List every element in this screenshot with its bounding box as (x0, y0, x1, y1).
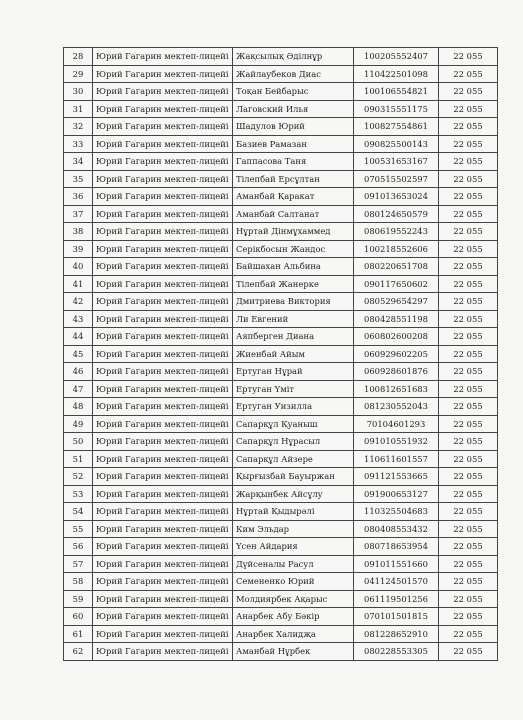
school-code-cell: 22 055 (439, 573, 498, 591)
table-row (64, 48, 498, 66)
school-cell: Юрий Гагарин мектеп-лицейі (93, 468, 233, 486)
id-number-cell: 080428551198 (354, 310, 439, 328)
student-name-cell: Жарқынбек Айсұлу (233, 485, 354, 503)
student-name-cell: Аманбай Нұрбек (233, 643, 354, 661)
id-number-cell: 100827554861 (354, 118, 439, 136)
student-name-cell: Анарбек Халидҗа (233, 625, 354, 643)
student-name-cell: Гаппасова Таня (233, 153, 354, 171)
school-code-cell: 22 055 (439, 398, 498, 416)
student-name-cell: Нұртай Қыдырәлі (233, 503, 354, 521)
school-code-cell: 22 055 (439, 223, 498, 241)
school-code-cell: 22 055 (439, 625, 498, 643)
school-code-cell: 22 055 (439, 363, 498, 381)
table-row (64, 573, 498, 591)
student-name-cell: Ертуган Уизилла (233, 398, 354, 416)
id-number-cell: 070515502597 (354, 170, 439, 188)
table-row (64, 100, 498, 118)
table-row (64, 380, 498, 398)
student-name-cell: Семененко Юрий (233, 573, 354, 591)
student-name-cell: Жақсылық Әділнұр (233, 48, 354, 66)
student-name-cell: Үсен Айдария (233, 538, 354, 556)
roster-body (64, 48, 498, 661)
table-row (64, 223, 498, 241)
school-code-cell: 22 055 (439, 608, 498, 626)
table-row (64, 625, 498, 643)
school-cell: Юрий Гагарин мектеп-лицейі (93, 83, 233, 101)
table-row (64, 415, 498, 433)
table-row (64, 293, 498, 311)
school-code-cell: 22 055 (439, 65, 498, 83)
row-number-cell: 49 (64, 415, 93, 433)
school-cell: Юрий Гагарин мектеп-лицейі (93, 573, 233, 591)
school-cell: Юрий Гагарин мектеп-лицейі (93, 258, 233, 276)
school-code-cell: 22 055 (439, 590, 498, 608)
school-cell: Юрий Гагарин мектеп-лицейі (93, 398, 233, 416)
table-row (64, 398, 498, 416)
row-number-cell: 29 (64, 65, 93, 83)
id-number-cell: 090117650602 (354, 275, 439, 293)
row-number-cell: 53 (64, 485, 93, 503)
table-row (64, 555, 498, 573)
school-cell: Юрий Гагарин мектеп-лицейі (93, 485, 233, 503)
id-number-cell: 091013653024 (354, 188, 439, 206)
school-cell: Юрий Гагарин мектеп-лицейі (93, 223, 233, 241)
table-row (64, 275, 498, 293)
table-row (64, 485, 498, 503)
school-code-cell: 22 055 (439, 380, 498, 398)
id-number-cell: 70104601293 (354, 415, 439, 433)
student-name-cell: Сапарқұл Нұрасыл (233, 433, 354, 451)
table-row (64, 118, 498, 136)
row-number-cell: 32 (64, 118, 93, 136)
id-number-cell: 080718653954 (354, 538, 439, 556)
id-number-cell: 080619552243 (354, 223, 439, 241)
school-cell: Юрий Гагарин мектеп-лицейі (93, 65, 233, 83)
student-name-cell: Жиенбай Айым (233, 345, 354, 363)
school-code-cell: 22 055 (439, 520, 498, 538)
id-number-cell: 080124650579 (354, 205, 439, 223)
school-cell: Юрий Гагарин мектеп-лицейі (93, 380, 233, 398)
row-number-cell: 45 (64, 345, 93, 363)
school-cell: Юрий Гагарин мектеп-лицейі (93, 310, 233, 328)
table-row (64, 643, 498, 661)
table-row (64, 468, 498, 486)
id-number-cell: 070101501815 (354, 608, 439, 626)
school-cell: Юрий Гагарин мектеп-лицейі (93, 450, 233, 468)
row-number-cell: 61 (64, 625, 93, 643)
id-number-cell: 081228652910 (354, 625, 439, 643)
school-code-cell: 22 055 (439, 258, 498, 276)
id-number-cell: 091011551660 (354, 555, 439, 573)
school-cell: Юрий Гагарин мектеп-лицейі (93, 48, 233, 66)
student-name-cell: Дмитриева Виктория (233, 293, 354, 311)
student-name-cell: Жайлаубеков Диас (233, 65, 354, 83)
school-code-cell: 22 055 (439, 503, 498, 521)
table-row (64, 170, 498, 188)
id-number-cell: 100218552606 (354, 240, 439, 258)
row-number-cell: 56 (64, 538, 93, 556)
row-number-cell: 28 (64, 48, 93, 66)
row-number-cell: 35 (64, 170, 93, 188)
row-number-cell: 60 (64, 608, 93, 626)
id-number-cell: 080228553305 (354, 643, 439, 661)
student-name-cell: Дүйсеналы Расул (233, 555, 354, 573)
school-code-cell: 22 055 (439, 205, 498, 223)
row-number-cell: 58 (64, 573, 93, 591)
row-number-cell: 30 (64, 83, 93, 101)
school-cell: Юрий Гагарин мектеп-лицейі (93, 205, 233, 223)
school-code-cell: 22 055 (439, 328, 498, 346)
school-code-cell: 22 055 (439, 240, 498, 258)
row-number-cell: 50 (64, 433, 93, 451)
school-cell: Юрий Гагарин мектеп-лицейі (93, 363, 233, 381)
id-number-cell: 080408553432 (354, 520, 439, 538)
school-cell: Юрий Гагарин мектеп-лицейі (93, 170, 233, 188)
school-cell: Юрий Гагарин мектеп-лицейі (93, 293, 233, 311)
student-name-cell: Тілепбай Ерсұлтан (233, 170, 354, 188)
id-number-cell: 100812651683 (354, 380, 439, 398)
row-number-cell: 33 (64, 135, 93, 153)
student-name-cell: Тоқан Бейбарыс (233, 83, 354, 101)
row-number-cell: 40 (64, 258, 93, 276)
row-number-cell: 44 (64, 328, 93, 346)
table-row (64, 258, 498, 276)
table-row (64, 153, 498, 171)
row-number-cell: 48 (64, 398, 93, 416)
school-cell: Юрий Гагарин мектеп-лицейі (93, 608, 233, 626)
id-number-cell: 110611601557 (354, 450, 439, 468)
table-row (64, 590, 498, 608)
row-number-cell: 31 (64, 100, 93, 118)
table-row (64, 520, 498, 538)
school-code-cell: 22 055 (439, 643, 498, 661)
student-name-cell: Сапарқұл Қуаныш (233, 415, 354, 433)
table-row (64, 240, 498, 258)
school-cell: Юрий Гагарин мектеп-лицейі (93, 100, 233, 118)
student-name-cell: Аяпберген Диана (233, 328, 354, 346)
row-number-cell: 52 (64, 468, 93, 486)
row-number-cell: 59 (64, 590, 93, 608)
row-number-cell: 34 (64, 153, 93, 171)
school-code-cell: 22 055 (439, 153, 498, 171)
row-number-cell: 37 (64, 205, 93, 223)
id-number-cell: 100106554821 (354, 83, 439, 101)
school-cell: Юрий Гагарин мектеп-лицейі (93, 503, 233, 521)
table-row (64, 328, 498, 346)
school-code-cell: 22 055 (439, 415, 498, 433)
table-row (64, 433, 498, 451)
row-number-cell: 54 (64, 503, 93, 521)
id-number-cell: 100531653167 (354, 153, 439, 171)
row-number-cell: 55 (64, 520, 93, 538)
id-number-cell: 060928601876 (354, 363, 439, 381)
table-row (64, 310, 498, 328)
school-cell: Юрий Гагарин мектеп-лицейі (93, 433, 233, 451)
id-number-cell: 041124501570 (354, 573, 439, 591)
table-row (64, 538, 498, 556)
id-number-cell: 091121553665 (354, 468, 439, 486)
school-cell: Юрий Гагарин мектеп-лицейі (93, 188, 233, 206)
student-name-cell: Молдиярбек Ақарыс (233, 590, 354, 608)
row-number-cell: 41 (64, 275, 93, 293)
row-number-cell: 62 (64, 643, 93, 661)
school-cell: Юрий Гагарин мектеп-лицейі (93, 590, 233, 608)
school-code-cell: 22 055 (439, 538, 498, 556)
school-cell: Юрий Гагарин мектеп-лицейі (93, 643, 233, 661)
student-name-cell: Ли Евгений (233, 310, 354, 328)
id-number-cell: 081230552043 (354, 398, 439, 416)
school-cell: Юрий Гагарин мектеп-лицейі (93, 275, 233, 293)
student-name-cell: Ертуган Үміт (233, 380, 354, 398)
id-number-cell: 061119501256 (354, 590, 439, 608)
row-number-cell: 47 (64, 380, 93, 398)
row-number-cell: 36 (64, 188, 93, 206)
row-number-cell: 38 (64, 223, 93, 241)
school-code-cell: 22 055 (439, 293, 498, 311)
table-row (64, 205, 498, 223)
school-code-cell: 22 055 (439, 485, 498, 503)
school-code-cell: 22 055 (439, 170, 498, 188)
table-row (64, 135, 498, 153)
school-cell: Юрий Гагарин мектеп-лицейі (93, 538, 233, 556)
student-name-cell: Аманбай Салтанат (233, 205, 354, 223)
student-name-cell: Қырғызбай Бауыржан (233, 468, 354, 486)
school-code-cell: 22 055 (439, 48, 498, 66)
student-name-cell: Нұртай Дінмұхаммед (233, 223, 354, 241)
student-name-cell: Базиев Рамазан (233, 135, 354, 153)
school-code-cell: 22 055 (439, 118, 498, 136)
table-row (64, 608, 498, 626)
id-number-cell: 091010551932 (354, 433, 439, 451)
id-number-cell: 090315551175 (354, 100, 439, 118)
school-cell: Юрий Гагарин мектеп-лицейі (93, 520, 233, 538)
student-name-cell: Серікбосын Жандос (233, 240, 354, 258)
student-roster-table (63, 47, 498, 661)
student-name-cell: Байшахан Альбина (233, 258, 354, 276)
school-code-cell: 22 055 (439, 468, 498, 486)
school-code-cell: 22 055 (439, 450, 498, 468)
school-cell: Юрий Гагарин мектеп-лицейі (93, 153, 233, 171)
school-code-cell: 22 055 (439, 310, 498, 328)
id-number-cell: 090825500143 (354, 135, 439, 153)
school-code-cell: 22 055 (439, 275, 498, 293)
table-row (64, 363, 498, 381)
table-row (64, 450, 498, 468)
school-cell: Юрий Гагарин мектеп-лицейі (93, 328, 233, 346)
row-number-cell: 39 (64, 240, 93, 258)
school-code-cell: 22 055 (439, 433, 498, 451)
id-number-cell: 091900653127 (354, 485, 439, 503)
id-number-cell: 060802600208 (354, 328, 439, 346)
student-name-cell: Анарбек Абу Бәкір (233, 608, 354, 626)
student-name-cell: Ким Эльдар (233, 520, 354, 538)
table-row (64, 188, 498, 206)
school-cell: Юрий Гагарин мектеп-лицейі (93, 555, 233, 573)
school-code-cell: 22 055 (439, 135, 498, 153)
table-row (64, 83, 498, 101)
id-number-cell: 060929602205 (354, 345, 439, 363)
row-number-cell: 57 (64, 555, 93, 573)
school-code-cell: 22 055 (439, 83, 498, 101)
school-code-cell: 22 055 (439, 555, 498, 573)
table-row (64, 65, 498, 83)
school-cell: Юрий Гагарин мектеп-лицейі (93, 135, 233, 153)
student-name-cell: Тілепбай Жанерке (233, 275, 354, 293)
table-row (64, 503, 498, 521)
id-number-cell: 080529654297 (354, 293, 439, 311)
id-number-cell: 110422501098 (354, 65, 439, 83)
row-number-cell: 42 (64, 293, 93, 311)
id-number-cell: 110325504683 (354, 503, 439, 521)
student-name-cell: Сапарқұл Айзере (233, 450, 354, 468)
school-code-cell: 22 055 (439, 345, 498, 363)
student-name-cell: Лаговский Илья (233, 100, 354, 118)
school-cell: Юрий Гагарин мектеп-лицейі (93, 415, 233, 433)
school-cell: Юрий Гагарин мектеп-лицейі (93, 625, 233, 643)
id-number-cell: 080220651708 (354, 258, 439, 276)
row-number-cell: 43 (64, 310, 93, 328)
school-cell: Юрий Гагарин мектеп-лицейі (93, 240, 233, 258)
table-row (64, 345, 498, 363)
student-name-cell: Шадулов Юрий (233, 118, 354, 136)
school-cell: Юрий Гагарин мектеп-лицейі (93, 118, 233, 136)
school-code-cell: 22 055 (439, 188, 498, 206)
row-number-cell: 51 (64, 450, 93, 468)
student-name-cell: Аманбай Қаракат (233, 188, 354, 206)
school-cell: Юрий Гагарин мектеп-лицейі (93, 345, 233, 363)
school-code-cell: 22 055 (439, 100, 498, 118)
student-name-cell: Ертуган Нұрай (233, 363, 354, 381)
id-number-cell: 100205552407 (354, 48, 439, 66)
row-number-cell: 46 (64, 363, 93, 381)
